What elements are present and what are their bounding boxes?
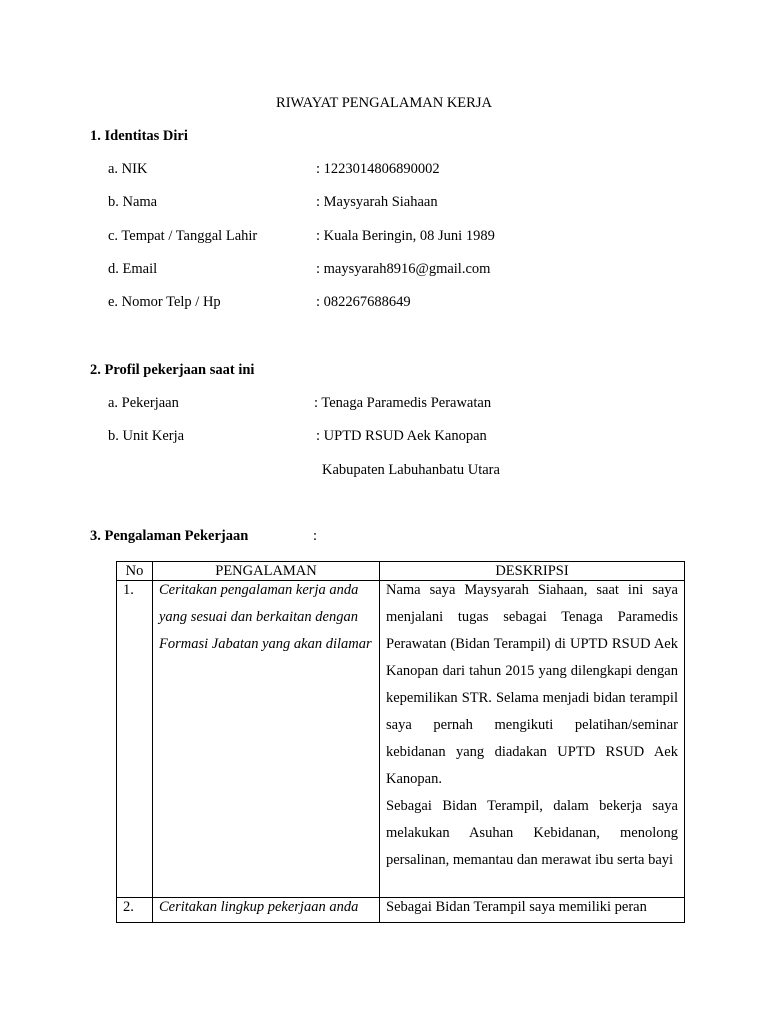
field-label-unit-kerja: b. Unit Kerja (108, 428, 185, 444)
field-value-unit-kerja-line2: Kabupaten Labuhanbatu Utara (322, 462, 500, 478)
deskripsi-cell (380, 898, 685, 923)
deskripsi-cell (380, 581, 685, 898)
pengalaman-cell (153, 898, 380, 923)
field-label-nama: b. Nama (108, 194, 158, 210)
pengalaman-cell (153, 581, 380, 898)
deskripsi-paragraph-2: Sebagai Bidan Terampil, dalam bekerja saya melakukan Asuhan Kebidanan, menolong persalinan, memantau dan merawat ibu serta bayi (386, 798, 678, 868)
table-row (117, 898, 685, 923)
field-value-pekerjaan: : Tenaga Paramedis Perawatan (314, 395, 492, 411)
table-row (117, 581, 685, 898)
field-value-ttl: : Kuala Beringin, 08 Juni 1989 (316, 228, 495, 244)
row-number: 1. (117, 581, 153, 898)
deskripsi-paragraph-1: Nama saya Maysyarah Siahaan, saat ini saya menjalani tugas sebagai Tenaga Paramedis Perawatan (Bidan Terampil) di UPTD RSUD Aek Kanopan dari tahun 2015 yang dilengkapi dengan kepemilikan STR. Selama menjadi bidan terampil saya pernah mengikuti pelatihan/seminar kebidanan yang diadakan UPTD RSUD Aek Kanopan. (386, 582, 678, 787)
row-number: 2. (117, 898, 153, 923)
field-value-unit-kerja: : UPTD RSUD Aek Kanopan (316, 428, 487, 444)
field-value-telp: : 082267688649 (316, 294, 411, 310)
field-value-nik: : 1223014806890002 (316, 161, 440, 177)
section-heading-identitas: 1. Identitas Diri (90, 128, 188, 144)
deskripsi-paragraph-1: Sebagai Bidan Terampil saya memiliki peran (386, 899, 647, 915)
field-label-email: d. Email (108, 261, 158, 277)
section-heading-pengalaman: 3. Pengalaman Pekerjaan (90, 528, 249, 544)
field-label-nik: a. NIK (108, 161, 148, 177)
field-value-nama: : Maysyarah Siahaan (316, 194, 438, 210)
experience-table (116, 561, 685, 923)
header-pengalaman: PENGALAMAN (153, 562, 380, 581)
pengalaman-text: Ceritakan lingkup pekerjaan anda (159, 899, 359, 915)
field-label-ttl: c. Tempat / Tanggal Lahir (108, 228, 258, 244)
section-heading-profil: 2. Profil pekerjaan saat ini (90, 362, 255, 378)
section-heading-colon: : (313, 528, 318, 544)
field-label-pekerjaan: a. Pekerjaan (108, 395, 179, 411)
field-value-email: : maysyarah8916@gmail.com (316, 261, 491, 277)
pengalaman-text: Ceritakan pengalaman kerja anda yang sesuai dan berkaitan dengan Formasi Jabatan yang akan dilamar (159, 582, 372, 652)
document-title: RIWAYAT PENGALAMAN KERJA (276, 95, 492, 111)
header-no: No (117, 562, 153, 581)
header-deskripsi: DESKRIPSI (380, 562, 685, 581)
field-label-telp: e. Nomor Telp / Hp (108, 294, 221, 310)
